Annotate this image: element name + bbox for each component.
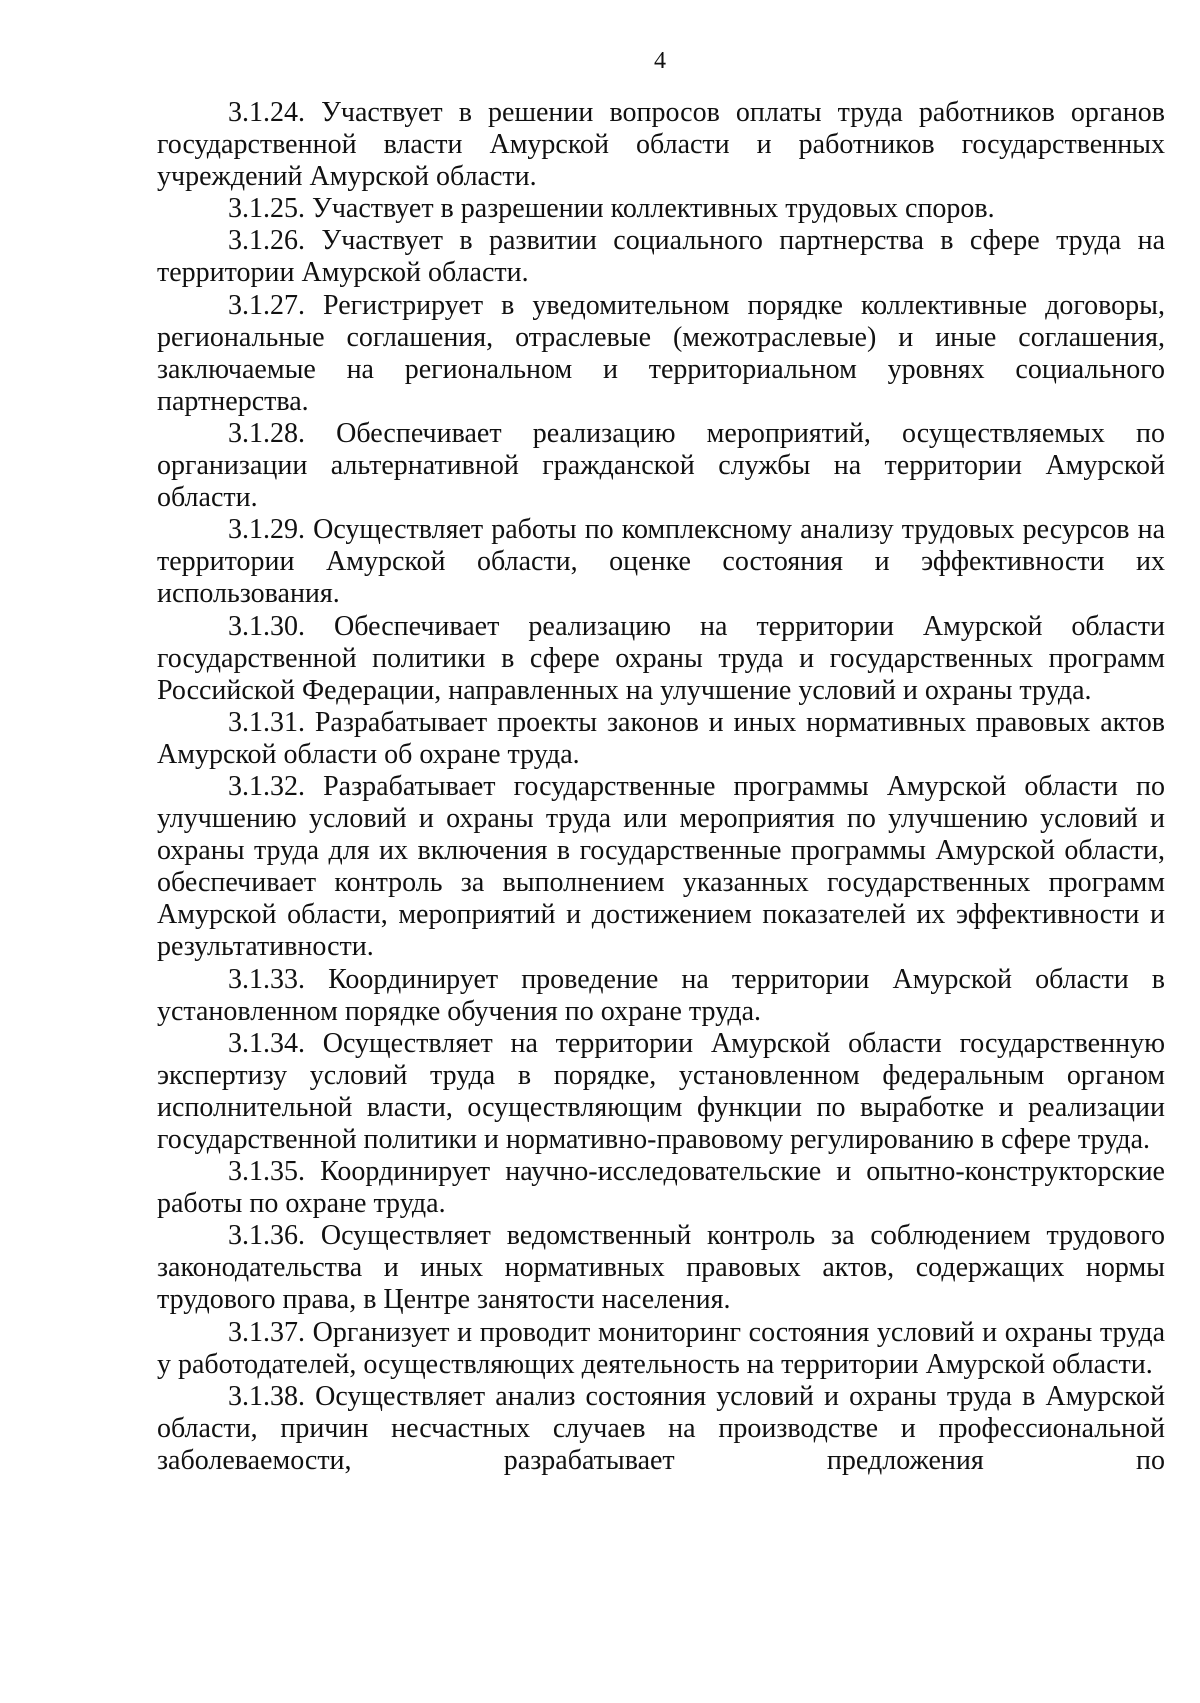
paragraph-3-1-29: 3.1.29. Осуществляет работы по комплексному анализу трудовых ресурсов на территории Амурской области, оценке состояния и эффективности их использования. (157, 514, 1165, 610)
paragraph-3-1-25: 3.1.25. Участвует в разрешении коллективных трудовых споров. (228, 193, 995, 225)
document-body (157, 97, 1165, 1477)
paragraph-3-1-24: 3.1.24. Участвует в решении вопросов оплаты труда работников органов государственной власти Амурской области и работников государственных учреждений Амурской области. (157, 97, 1165, 193)
paragraph-3-1-32: 3.1.32. Разрабатывает государственные программы Амурской области по улучшению условий и охраны труда или мероприятия по улучшению условий и охраны труда для их включения в государственные программы Амурской области, обеспечивает контроль за выполнением указанных государственных программ Амурской области, мероприятий и достижением показателей их эффективности и результативности. (157, 770, 1165, 963)
paragraph-3-1-35: 3.1.35. Координирует научно-исследовательские и опытно-конструкторские работы по охране труда. (157, 1156, 1165, 1220)
paragraph-3-1-31: 3.1.31. Разрабатывает проекты законов и иных нормативных правовых актов Амурской области об охране труда. (157, 706, 1165, 770)
page-number: 4 (654, 48, 666, 74)
paragraph-3-1-36: 3.1.36. Осуществляет ведомственный контроль за соблюдением трудового законодательства и иных нормативных правовых актов, содержащих нормы трудового права, в Центре занятости населения. (157, 1220, 1165, 1316)
paragraph-3-1-28: 3.1.28. Обеспечивает реализацию мероприятий, осуществляемых по организации альтернативной гражданской службы на территории Амурской области. (157, 417, 1165, 514)
paragraph-3-1-30: 3.1.30. Обеспечивает реализацию на территории Амурской области государственной политики в сфере охраны труда и государственных программ Российской Федерации, направленных на улучшение условий и охраны труда. (157, 610, 1165, 706)
paragraph-3-1-38: 3.1.38. Осуществляет анализ состояния условий и охраны труда в Амурской области, причин несчастных случаев на производстве и профессиональной заболеваемости, разрабатывает предложения по (157, 1380, 1165, 1476)
paragraph-3-1-37: 3.1.37. Организует и проводит мониторинг состояния условий и охраны труда у работодателей, осуществляющих деятельность на территории Амурской области. (157, 1316, 1165, 1380)
paragraph-3-1-27: 3.1.27. Регистрирует в уведомительном порядке коллективные договоры, региональные соглашения, отраслевые (межотраслевые) и иные соглашения, заключаемые на региональном и территориальном уровнях социального партнерства. (157, 289, 1165, 417)
paragraph-3-1-26: 3.1.26. Участвует в развитии социального партнерства в сфере труда на территории Амурской области. (157, 225, 1165, 289)
paragraph-3-1-34: 3.1.34. Осуществляет на территории Амурской области государственную экспертизу условий труда в порядке, установленном федеральным органом исполнительной власти, осуществляющим функции по выработке и реализации государственной политики и нормативно-правовому регулированию в сфере труда. (157, 1027, 1165, 1155)
paragraph-3-1-33: 3.1.33. Координирует проведение на территории Амурской области в установленном порядке обучения по охране труда. (157, 963, 1165, 1027)
